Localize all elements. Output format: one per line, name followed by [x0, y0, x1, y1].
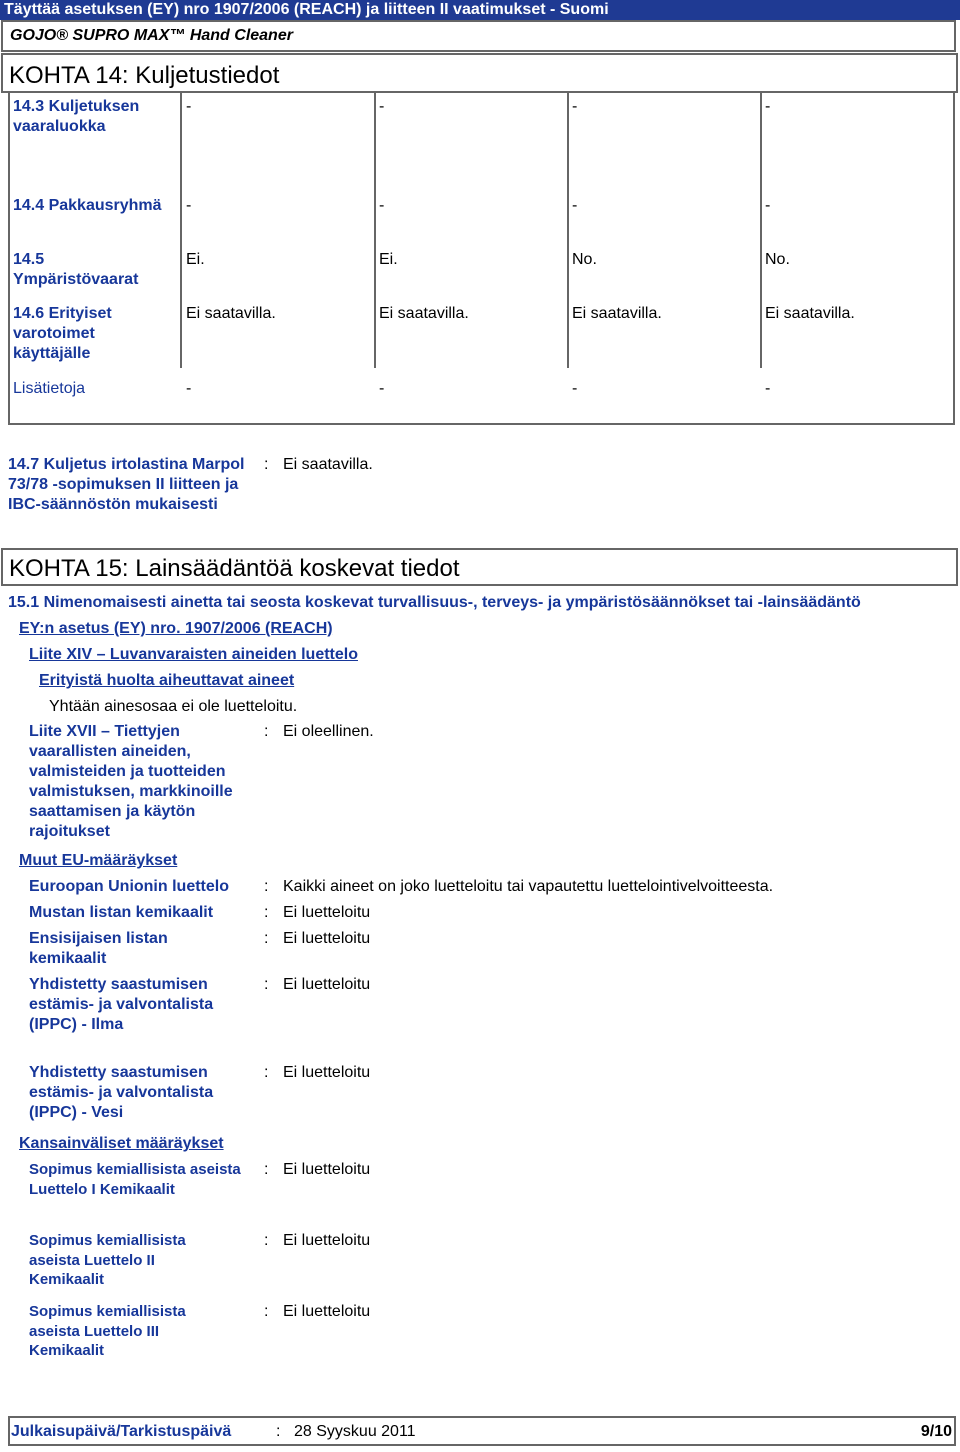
- row-label-hazard-class: 14.3 Kuljetuksen vaaraluokka: [13, 98, 140, 135]
- table-cell: Ei saatavilla.: [572, 305, 662, 322]
- annex-xiv: Liite XIV – Luvanvaraisten aineiden luettelo: [29, 646, 358, 663]
- table-cell: Ei saatavilla.: [765, 305, 855, 322]
- colon: :: [264, 723, 269, 740]
- cwc-list-3-value: Ei luetteloitu: [283, 1303, 371, 1320]
- ippc-air-label: Yhdistetty saastumisen estämis- ja valvontalista (IPPC) - Ilma: [29, 976, 214, 1033]
- ippc-water-value: Ei luetteloitu: [283, 1064, 371, 1081]
- table-cell: -: [572, 380, 578, 397]
- row-label-special-precautions: 14.6 Erityiset varotoimet käyttäjälle: [13, 305, 112, 362]
- colon: :: [264, 878, 269, 895]
- colon: :: [264, 456, 269, 473]
- colon: :: [264, 1064, 269, 1081]
- table-cell: -: [765, 197, 771, 214]
- section-15-heading: KOHTA 15: Lainsäädäntöä koskevat tiedot: [1, 548, 958, 586]
- priority-list-label: Ensisijaisen listan kemikaalit: [29, 930, 168, 967]
- reach-regulation: EY:n asetus (EY) nro. 1907/2006 (REACH): [19, 620, 333, 637]
- section-15-1-subheading: 15.1 Nimenomaisesti ainetta tai seosta koskevat turvallisuus-, terveys- ja ympäristösäännökset tai -lainsäädäntö: [8, 594, 861, 611]
- table-cell: -: [379, 380, 385, 397]
- colon: :: [264, 1303, 269, 1320]
- annex-xvii-value: Ei oleellinen.: [283, 723, 374, 740]
- footer: [8, 1416, 956, 1446]
- svhc-text: Yhtään ainesosaa ei ole luetteloitu.: [49, 698, 298, 715]
- colon: :: [264, 930, 269, 947]
- row-label-packing-group: 14.4 Pakkausryhmä: [13, 197, 162, 214]
- colon: :: [276, 1423, 281, 1440]
- colon: :: [264, 1232, 269, 1249]
- cwc-list-2-label: Sopimus kemiallisista aseista Luettelo II Kemikaalit: [29, 1232, 186, 1288]
- priority-list-value: Ei luetteloitu: [283, 930, 371, 947]
- table-cell: Ei saatavilla.: [186, 305, 276, 322]
- footer-date-label: Julkaisupäivä/Tarkistuspäivä: [11, 1423, 232, 1440]
- cwc-list-1-label: Sopimus kemiallisista aseista Luettelo I Kemikaalit: [29, 1161, 241, 1198]
- table-divider: [567, 93, 569, 368]
- page-number: 9/10: [920, 1423, 952, 1440]
- table-cell: No.: [765, 251, 790, 268]
- bulk-transport-label: 14.7 Kuljetus irtolastina Marpol 73/78 -sopimuksen II liitteen ja IBC-säännöstön mukaisesti: [8, 456, 245, 513]
- table-cell: No.: [572, 251, 597, 268]
- colon: :: [264, 1161, 269, 1178]
- ippc-air-value: Ei luetteloitu: [283, 976, 371, 993]
- table-cell: -: [572, 197, 578, 214]
- table-cell: Ei.: [186, 251, 205, 268]
- table-cell: -: [186, 380, 192, 397]
- black-list-label: Mustan listan kemikaalit: [29, 904, 214, 921]
- table-cell: -: [765, 380, 771, 397]
- product-name: GOJO® SUPRO MAX™ Hand Cleaner: [1, 20, 956, 52]
- cwc-list-2-value: Ei luetteloitu: [283, 1232, 371, 1249]
- eu-inventory-value: Kaikki aineet on joko luetteloitu tai vapautettu luettelointivelvoitteesta.: [283, 878, 774, 895]
- colon: :: [264, 904, 269, 921]
- ippc-water-label: Yhdistetty saastumisen estämis- ja valvontalista (IPPC) - Vesi: [29, 1064, 214, 1121]
- section-14-heading: KOHTA 14: Kuljetustiedot: [1, 53, 958, 93]
- other-eu-heading: Muut EU-määräykset: [19, 852, 178, 869]
- cwc-list-1-value: Ei luetteloitu: [283, 1161, 371, 1178]
- black-list-value: Ei luetteloitu: [283, 904, 371, 921]
- table-cell: -: [186, 98, 192, 115]
- svhc-heading: Erityistä huolta aiheuttavat aineet: [39, 672, 295, 689]
- row-label-additional-info: Lisätietoja: [13, 380, 86, 397]
- table-cell: Ei saatavilla.: [379, 305, 469, 322]
- cwc-list-3-label: Sopimus kemiallisista aseista Luettelo III Kemikaalit: [29, 1303, 186, 1359]
- row-label-environmental-hazards: 14.5 Ympäristövaarat: [13, 251, 139, 288]
- footer-date: 28 Syyskuu 2011: [294, 1423, 416, 1440]
- table-cell: -: [765, 98, 771, 115]
- table-divider: [180, 93, 182, 368]
- table-cell: -: [572, 98, 578, 115]
- table-cell: -: [186, 197, 192, 214]
- eu-inventory-label: Euroopan Unionin luettelo: [29, 878, 229, 895]
- bulk-transport-value: Ei saatavilla.: [283, 456, 373, 473]
- annex-xvii-label: Liite XVII – Tiettyjen vaarallisten aineiden, valmisteiden ja tuotteiden valmistuksen, markkinoille saattamisen ja käytön rajoitukset: [29, 723, 233, 840]
- table-cell: -: [379, 197, 385, 214]
- document-title-bar: Täyttää asetuksen (EY) nro 1907/2006 (REACH) ja liitteen II vaatimukset - Suomi: [0, 0, 960, 20]
- colon: :: [264, 976, 269, 993]
- table-cell: -: [379, 98, 385, 115]
- table-divider: [760, 93, 762, 368]
- table-cell: Ei.: [379, 251, 398, 268]
- table-divider: [374, 93, 376, 368]
- international-heading: Kansainväliset määräykset: [19, 1135, 224, 1152]
